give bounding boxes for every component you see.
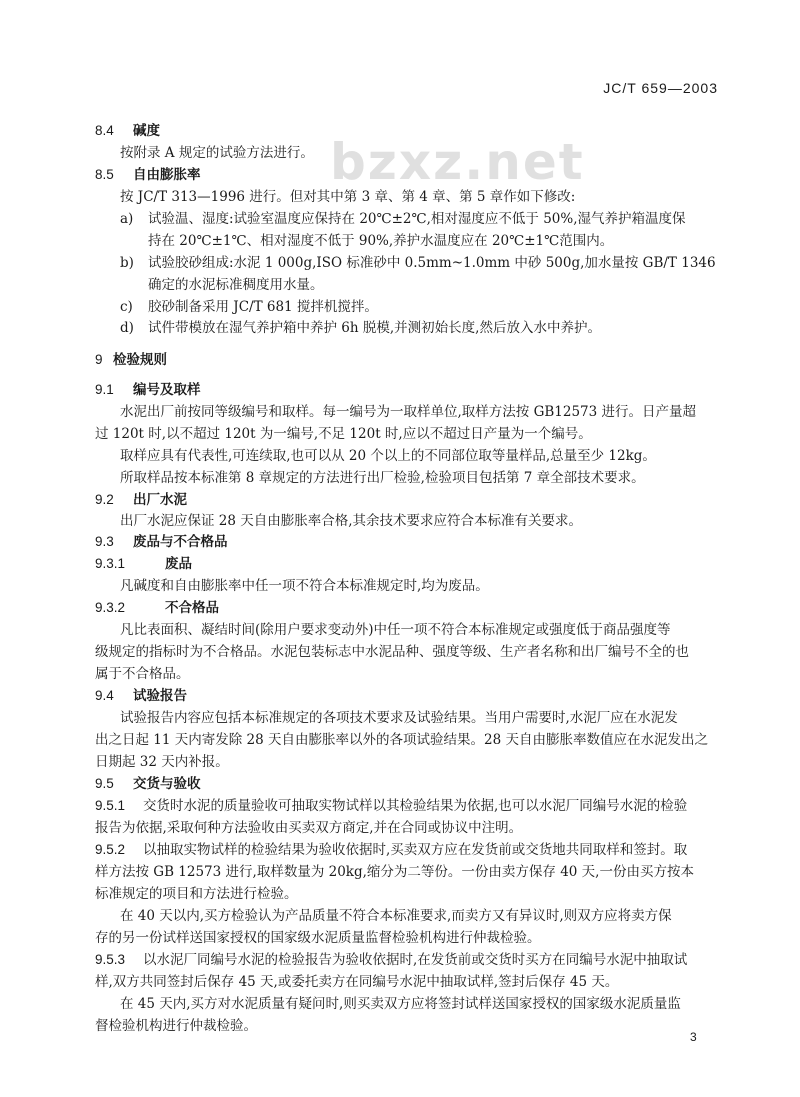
section-number: 8.5 — [95, 167, 114, 182]
watermark: bzxz.net — [330, 133, 585, 191]
paragraph-text: 凡比表面积、凝结时间(除用户要求变动外)中任一项不符合本标准规定或强度低于商品强度等 — [120, 622, 671, 638]
paragraph-text: 试验报告内容应包括本标准规定的各项技术要求及试验结果。当用户需要时,水泥厂应在水泥发 — [120, 710, 678, 726]
list-label: b) — [120, 255, 134, 271]
section-number: 9.2 — [95, 492, 114, 507]
section-title: 不合格品 — [165, 600, 219, 616]
section-title: 废品与不合格品 — [133, 534, 228, 550]
chapter-title: 检验规则 — [113, 352, 167, 368]
paragraph-text: 过 120t 时,以不超过 120t 为一编号,不足 120t 时,应以不超过日产量为一个编号。 — [95, 426, 592, 442]
section-title: 试验报告 — [133, 688, 187, 704]
paragraph-text: 样方法按 GB 12573 进行,取样数量为 20kg,缩分为二等份。一份由卖方保存 40 天,一份由买方按本 — [95, 864, 694, 880]
paragraph-text: 级规定的指标时为不合格品。水泥包装标志中水泥品种、强度等级、生产者名称和出厂编号不全的也 — [95, 644, 689, 660]
paragraph-text: 按附录 A 规定的试验方法进行。 — [120, 145, 314, 161]
paragraph-text: 样,双方共同签封后保存 45 天,或委托卖方在同编号水泥中抽取试样,签封后保存 45 天。 — [95, 974, 619, 990]
section-number: 9.3.2 — [95, 600, 126, 615]
paragraph-text: 所取样品按本标准第 8 章规定的方法进行出厂检验,检验项目包括第 7 章全部技术要求。 — [120, 470, 645, 486]
section-title: 出厂水泥 — [133, 492, 187, 508]
section-number: 9.1 — [95, 382, 114, 397]
paragraph-text: 出厂水泥应保证 28 天自由膨胀率合格,其余技术要求应符合本标准有关要求。 — [120, 513, 583, 529]
list-label: d) — [120, 320, 134, 336]
paragraph-text: 凡碱度和自由膨胀率中任一项不符合本标准规定时,均为废品。 — [120, 578, 489, 594]
section-number: 8.4 — [95, 123, 114, 138]
paragraph-text: 标准规定的项目和方法进行检验。 — [95, 886, 298, 902]
page-number: 3 — [690, 1030, 697, 1044]
list-label: c) — [120, 299, 133, 315]
paragraph-text: 存的另一份试样送国家授权的国家级水泥质量监督检验机构进行仲裁检验。 — [95, 930, 541, 946]
list-text: 试验温、湿度:试验室温度应保持在 20℃±2℃,相对湿度应不低于 50%,湿气养护箱温度保 — [148, 211, 686, 227]
paragraph-text: 水泥出厂前按同等级编号和取样。每一编号为一取样单位,取样方法按 GB12573 进行。日产量超 — [120, 404, 697, 420]
clause-number: 9.5.3 — [95, 952, 126, 967]
paragraph-text: 报告为依据,采取何种方法验收由买卖双方商定,并在合同或协议中注明。 — [95, 820, 523, 836]
list-text: 胶砂制备采用 JC/T 681 搅拌机搅拌。 — [148, 299, 378, 315]
paragraph-text: 在 40 天以内,买方检验认为产品质量不符合本标准要求,而卖方又有异议时,则双方应将卖方保 — [120, 908, 672, 924]
section-number: 9.3.1 — [95, 556, 126, 571]
list-text: 试验胶砂组成:水泥 1 000g,ISO 标准砂中 0.5mm~1.0mm 中砂 500g,加水量按 GB/T 1346 — [148, 255, 716, 271]
clause-number: 9.5.2 — [95, 842, 126, 857]
doc-code-header: JC/T 659—2003 — [603, 80, 718, 96]
list-text: 试件带模放在湿气养护箱中养护 6h 脱模,并测初始长度,然后放入水中养护。 — [148, 320, 601, 336]
section-title: 碱度 — [133, 123, 160, 139]
list-text: 确定的水泥标准稠度用水量。 — [148, 277, 324, 293]
clause-text: 以抽取实物试样的检验结果为验收依据时,买卖双方应在发货前或交货地共同取样和签封。取 — [143, 842, 688, 858]
clause-text: 以水泥厂同编号水泥的检验报告为验收依据时,在发货前或交货时买方在同编号水泥中抽取试 — [143, 952, 688, 968]
paragraph-text: 取样应具有代表性,可连续取,也可以从 20 个以上的不同部位取等量样品,总量至少 12kg。 — [120, 448, 656, 464]
section-number: 9.4 — [95, 688, 114, 703]
section-title: 自由膨胀率 — [133, 167, 201, 183]
paragraph-text: 日期起 32 天内补报。 — [95, 754, 229, 770]
section-title: 编号及取样 — [133, 382, 201, 398]
chapter-number: 9 — [95, 352, 103, 367]
clause-number: 9.5.1 — [95, 798, 126, 813]
paragraph-text: 按 JC/T 313—1996 进行。但对其中第 3 章、第 4 章、第 5 章作如下修改: — [120, 189, 576, 205]
paragraph-text: 属于不合格品。 — [95, 666, 190, 682]
paragraph-text: 在 45 天内,买方对水泥质量有疑问时,则买卖双方应将签封试样送国家授权的国家级水泥质量监 — [120, 996, 681, 1012]
section-title: 交货与验收 — [133, 776, 201, 792]
list-text: 持在 20℃±1℃、相对湿度不低于 90%,养护水温度应在 20℃±1℃范围内。 — [148, 233, 614, 249]
paragraph-text: 出之日起 11 天内寄发除 28 天自由膨胀率以外的各项试验结果。28 天自由膨胀率数值应在水泥发出之 — [95, 732, 708, 748]
clause-text: 交货时水泥的质量验收可抽取实物试样以其检验结果为依据,也可以水泥厂同编号水泥的检验 — [143, 798, 688, 814]
section-title: 废品 — [165, 556, 192, 572]
section-number: 9.3 — [95, 534, 114, 549]
paragraph-text: 督检验机构进行仲裁检验。 — [95, 1018, 257, 1034]
section-number: 9.5 — [95, 776, 114, 791]
list-label: a) — [120, 211, 134, 227]
